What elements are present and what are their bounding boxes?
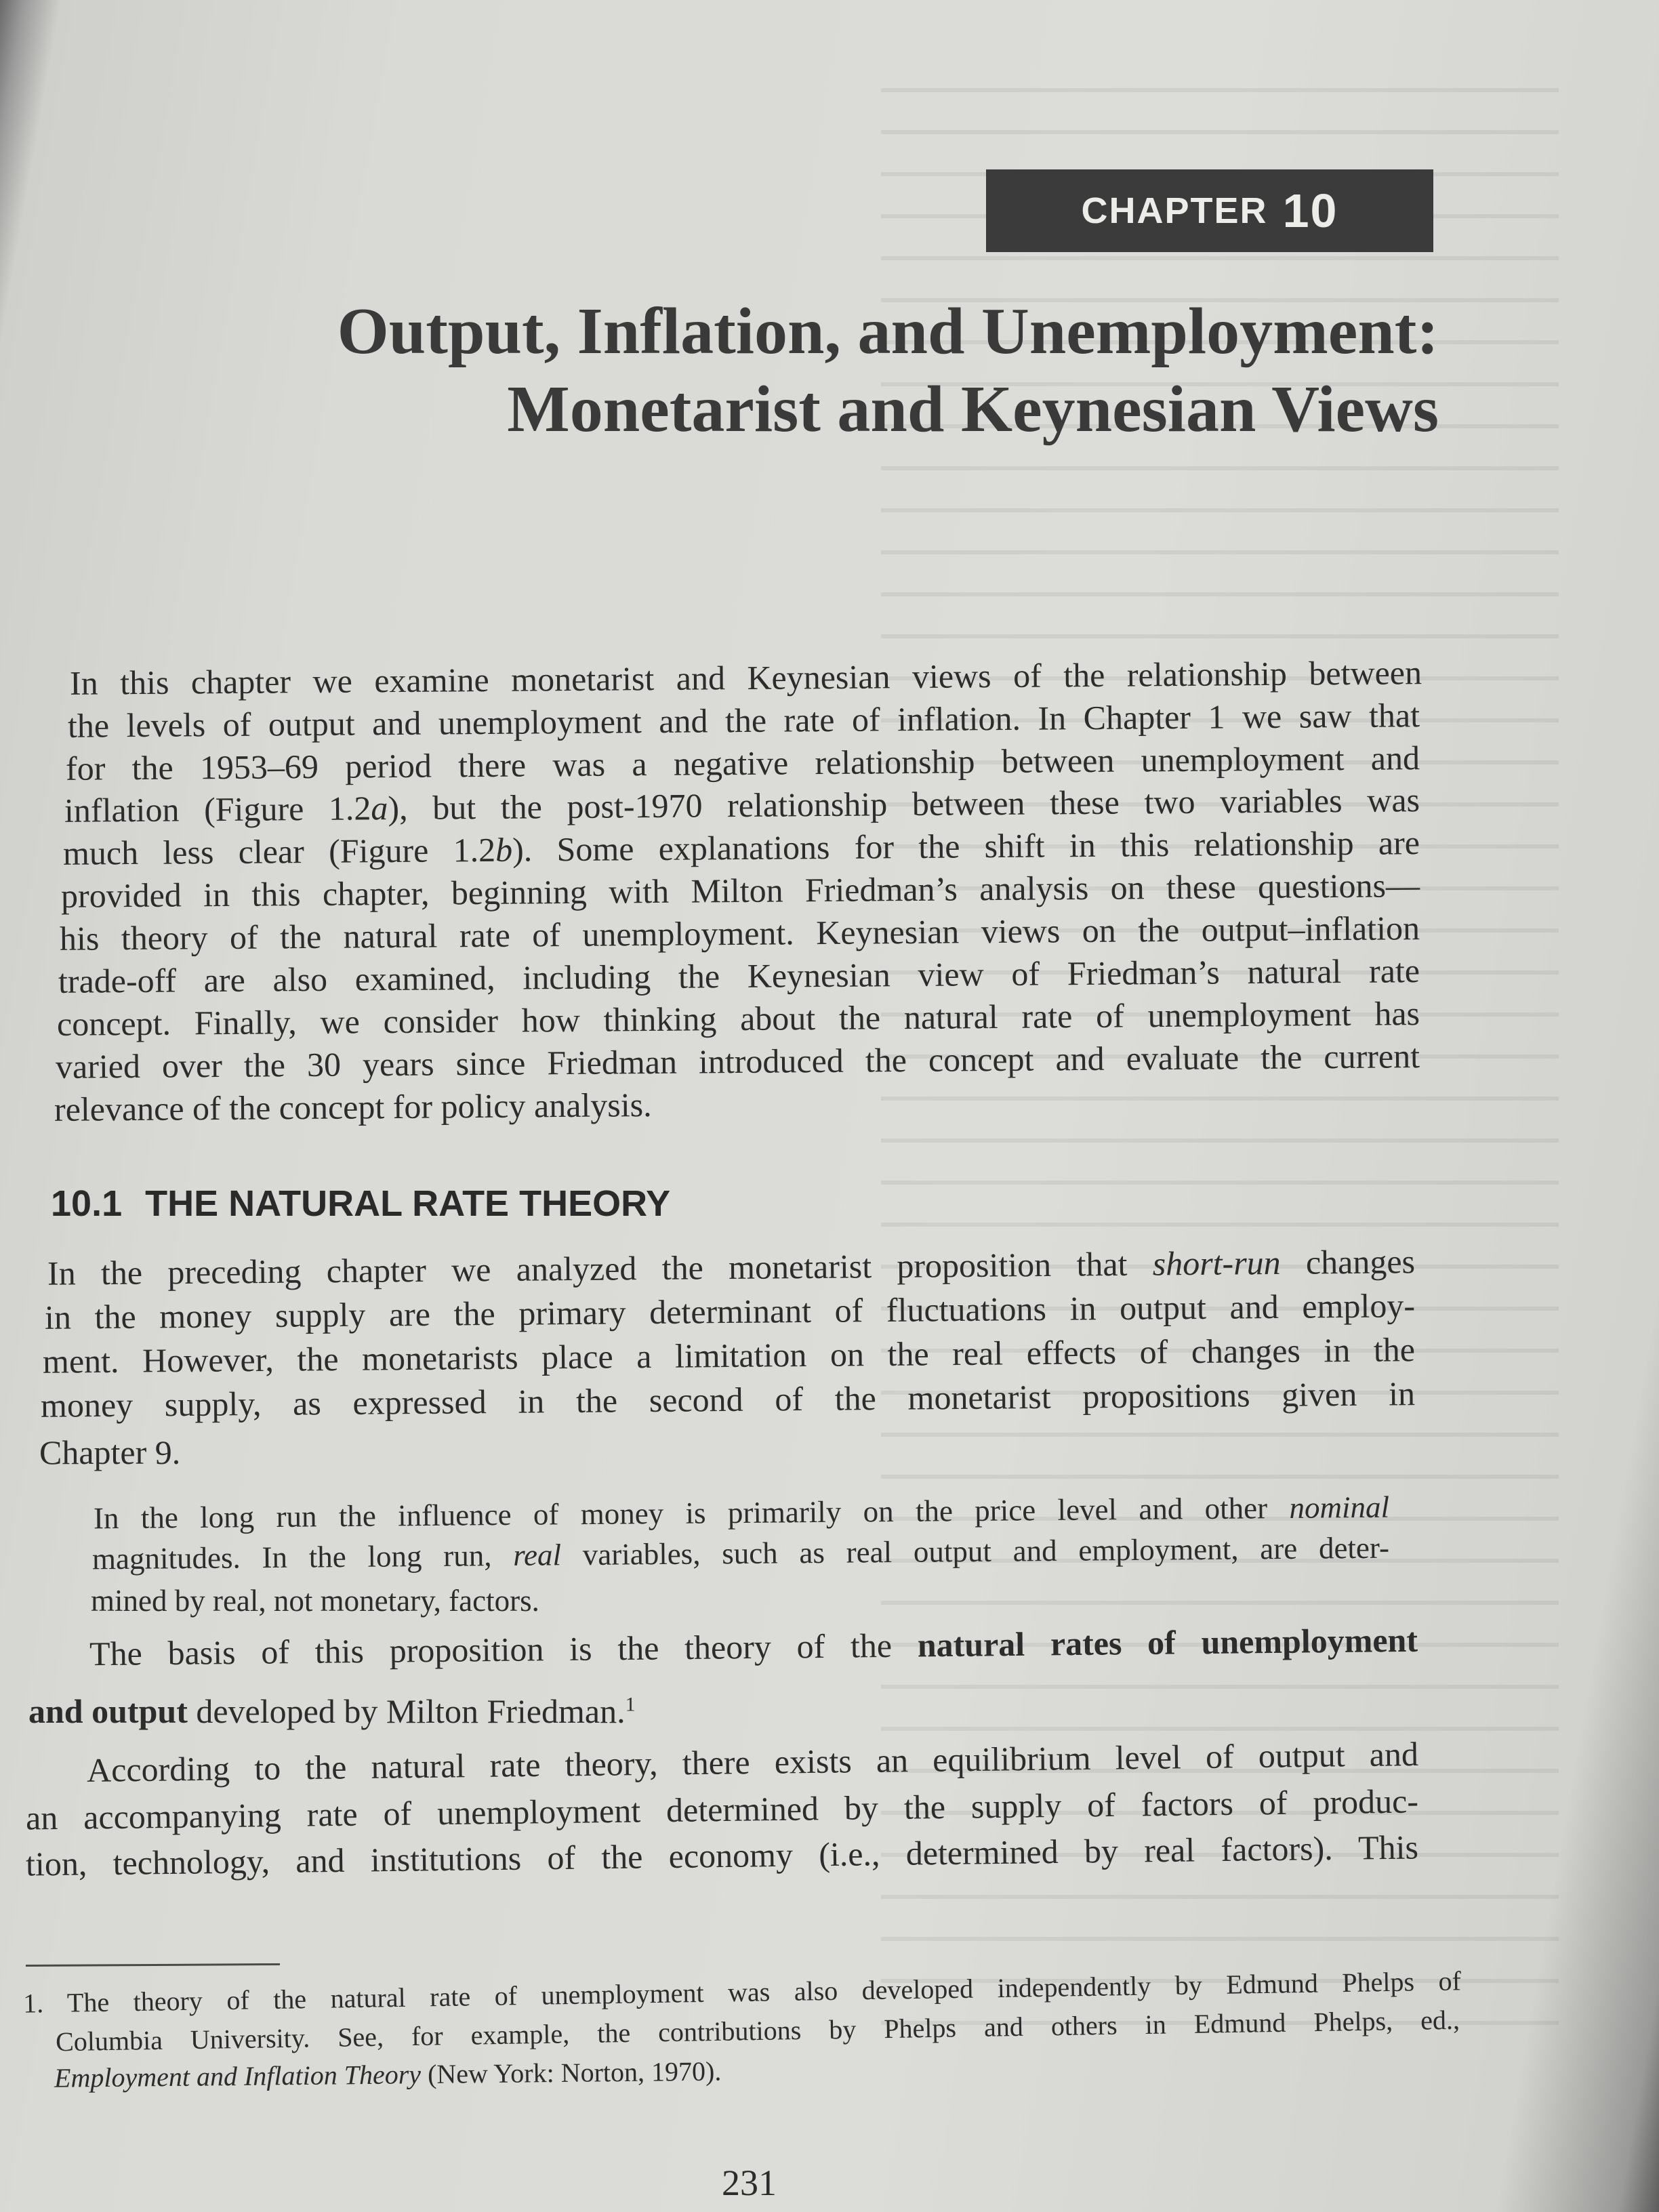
body-line: ment. However, the monetarists place a limitation on the real effects of changes in the — [42, 1330, 1416, 1380]
intro-line: In this chapter we examine monetarist and Keynesian views of the relationship between — [69, 653, 1422, 702]
intro-line: trade-off are also examined, including the Keynesian view of Friedman’s natural rate — [58, 951, 1420, 1000]
footnote-line: Columbia University. See, for example, the contributions by Phelps and others in Edmund Phelps, ed., — [55, 2004, 1460, 2057]
intro-line: his theory of the natural rate of unemployment. Keynesian views on the output–inflation — [59, 909, 1420, 958]
section-number: 10.1 — [51, 1183, 123, 1224]
section-title: THE NATURAL RATE THEORY — [145, 1183, 671, 1224]
page-number: 231 — [722, 2163, 777, 2203]
chapter-word: CHAPTER — [1081, 190, 1268, 231]
body-line: tion, technology, and institutions of the economy (i.e., determined by real factors). This — [25, 1828, 1419, 1883]
body-line: According to the natural rate theory, there exists an equilibrium level of output and — [86, 1734, 1419, 1790]
intro-line: inflation (Figure 1.2a), but the post-1970 relationship between these two variables was — [64, 781, 1420, 830]
body-line: In the preceding chapter we analyzed the monetarist proposition that short-run changes — [47, 1242, 1416, 1292]
body-line: and output developed by Milton Friedman.$^1$ — [28, 1692, 636, 1730]
body-line: in the money supply are the primary determinant of fluctuations in output and employ- — [44, 1286, 1416, 1336]
footnote-line: 1. The theory of the natural rate of unemployment was also developed independently by Edmund Phelps of — [22, 1965, 1462, 2019]
body-line: The basis of this proposition is the theory of the natural rates of unemployment — [89, 1620, 1418, 1673]
footnote-rule — [26, 1963, 280, 1967]
intro-line: much less clear (Figure 1.2b). Some explanations for the shift in this relationship are — [62, 823, 1420, 872]
footnote-line: Employment and Inflation Theory (New York: Norton, 1970). — [54, 2055, 722, 2093]
quote-line: magnitudes. In the long run, real variables, such as real output and employment, are deter- — [91, 1530, 1390, 1576]
body-line: Chapter 9. — [39, 1433, 181, 1471]
quote-line: In the long run the influence of money is primarily on the price level and other nominal — [93, 1490, 1390, 1536]
chapter-title-line-2: Monetarist and Keynesian Views — [507, 373, 1439, 446]
intro-line: provided in this chapter, beginning with Milton Friedman’s analysis on these questions— — [60, 866, 1420, 915]
chapter-label-box — [986, 169, 1433, 252]
body-line: money supply, as expressed in the second of the monetarist propositions given in — [40, 1374, 1416, 1425]
chapter-number: 10 — [1282, 184, 1338, 237]
intro-line: varied over the 30 years since Friedman introduced the concept and evaluate the current — [55, 1037, 1420, 1086]
chapter-title-line-1: Output, Inflation, and Unemployment: — [337, 295, 1439, 368]
intro-line: relevance of the concept for policy analysis. — [54, 1085, 652, 1128]
footnote-marker: 1 — [625, 1693, 636, 1716]
quote-line: mined by real, not monetary, factors. — [91, 1584, 539, 1618]
section-heading — [51, 1183, 670, 1225]
intro-line: concept. Finally, we consider how thinking about the natural rate of unemployment has — [56, 994, 1420, 1043]
intro-line: for the 1953–69 period there was a negative relationship between unemployment and — [65, 739, 1420, 787]
body-line: an accompanying rate of unemployment determined by the supply of factors of produc- — [25, 1782, 1419, 1837]
intro-line: the levels of output and unemployment and the rate of inflation. In Chapter 1 we saw that — [67, 696, 1420, 745]
